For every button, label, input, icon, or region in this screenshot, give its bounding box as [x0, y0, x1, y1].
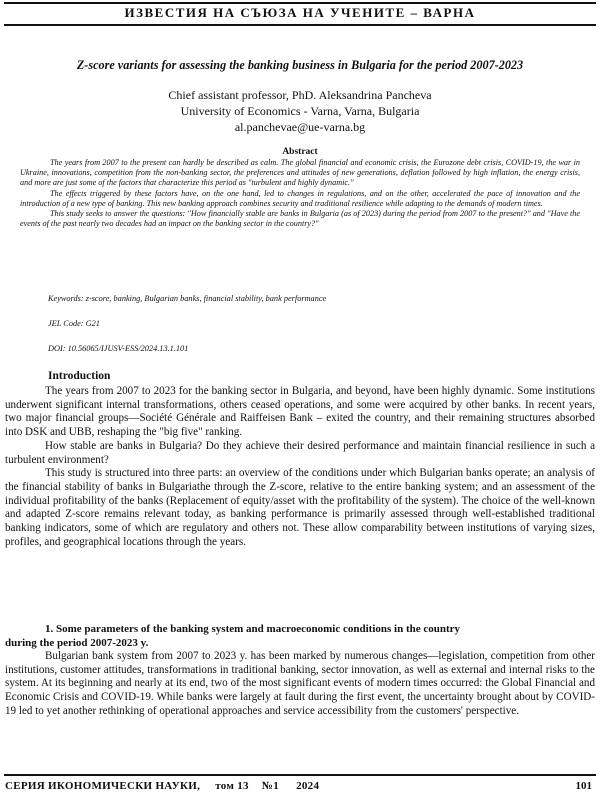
abstract-paragraph: This study seeks to answer the questions: "How financially stable are banks in Bulgaria (as of 2023) during the period from 2007 to the present?" and "Have the events of the past nearly two decades had an impact on the banking sector in the country?" [20, 209, 580, 229]
author-affiliation: University of Economics - Varna, Varna, Bulgaria [180, 104, 420, 118]
section-1-heading-line-1: 1. Some parameters of the banking system and macroeconomic conditions in the country [45, 623, 461, 635]
author-line: Chief assistant professor, PhD. Aleksandrina Pancheva [168, 88, 432, 102]
introduction-paragraph: How stable are banks in Bulgaria? Do they achieve their desired performance and maintain financial resilience in such a turbulent environment? [5, 439, 595, 466]
introduction-paragraph: The years from 2007 to 2023 for the banking sector in Bulgaria, and beyond, have been highly dynamic. Some institutions underwent significant internal transformations, others ceased operations, and some were acquired by other banks. In recent years, two major financial groups—Société Générale and Raiffeisen Bank – exited the country, and their remaining structures absorbed into DSK and UBB, reshaping the "big five" ranking. [5, 385, 595, 439]
footer-issue: №1 [261, 780, 280, 792]
abstract-paragraph: The effects triggered by these factors have, on the one hand, led to changes in regulations, and on the other, accelerated the pace of innovation and the introduction of a new type of banking. This new banking approach combines security and traditional resilience while adapting to the demands of modern times. [20, 188, 580, 208]
footer-series: СЕРИЯ ИКОНОМИЧЕСКИ НАУКИ, [5, 780, 201, 792]
introduction-paragraph: This study is structured into three parts: an overview of the conditions under which Bulgarian banks operate; an analysis of the financial stability of banks in Bulgariathe through the Z-score, relative to the entire banking system; and an assessment of the individual profitability of the banks (Replacement of equity/asset with the profitability of the system). The choice of the well-known and adapted Z-score remains relevant today, as banking performance is primarily assessed through well-established traditional banking indicators, some of which are regulatory and others not. These allow comparability between institutions of varying sizes, profiles, and geographical locations through the years. [5, 467, 595, 548]
keywords-line: Keywords: z-score, banking, Bulgarian banks, financial stability, bank performance [48, 294, 327, 303]
footer-year: 2024 [296, 780, 320, 792]
paper-title: Z-score variants for assessing the banking business in Bulgaria for the period 2007-2023 [76, 58, 524, 72]
doi-line: DOI: 10.56065/IJUSV-ESS/2024.13.1.101 [48, 344, 189, 353]
header-bottom-rule [4, 24, 596, 26]
jel-code: JEL Code: G21 [48, 319, 100, 328]
abstract-heading: Abstract [282, 147, 318, 157]
section-1-heading [5, 623, 595, 650]
footer-rule [4, 774, 596, 776]
author-email: al.panchevae@ue-varna.bg [234, 120, 366, 134]
introduction-heading: Introduction [48, 370, 111, 382]
footer-volume: том 13 [215, 780, 249, 792]
abstract-body [20, 158, 580, 229]
introduction-body [5, 385, 595, 549]
header-top-rule [4, 2, 596, 4]
section-1-paragraph: Bulgarian bank system from 2007 to 2023 y. has been marked by numerous changes—legislation, competition from other institutions, customer attitudes, transformations in traditional banking, sector innovation, as well as external and internal risks to the system. At its beginning and nearly at its end, two of the most significant events of modern times occurred: the Global Financial and Economic Crisis and COVID-19. While banks were largely at fault during the first event, the uncertainty brought about by COVID-19 led to yet another rethinking of operational approaches and service accessibility from the customers' perspective. [5, 650, 595, 717]
journal-header-title: ИЗВЕСТИЯ НА СЪЮЗА НА УЧЕНИТЕ – ВАРНА [124, 5, 476, 20]
page-number: 101 [575, 780, 592, 792]
footer-series-info [5, 780, 595, 792]
section-1-body [5, 650, 595, 719]
abstract-paragraph: The years from 2007 to the present can hardly be described as calm. The global financial and economic crisis, the Eurozone debt crisis, COVID-19, the war in Ukraine, innovations, competition from the non-banking sector, the preferences and attitudes of new generations, deflation followed by high inflation, the energy crisis, and more are just some of the factors that characterize this period as "turbulent and highly dynamic." [20, 158, 580, 188]
section-1-heading-line-2: during the period 2007-2023 y. [5, 636, 149, 649]
